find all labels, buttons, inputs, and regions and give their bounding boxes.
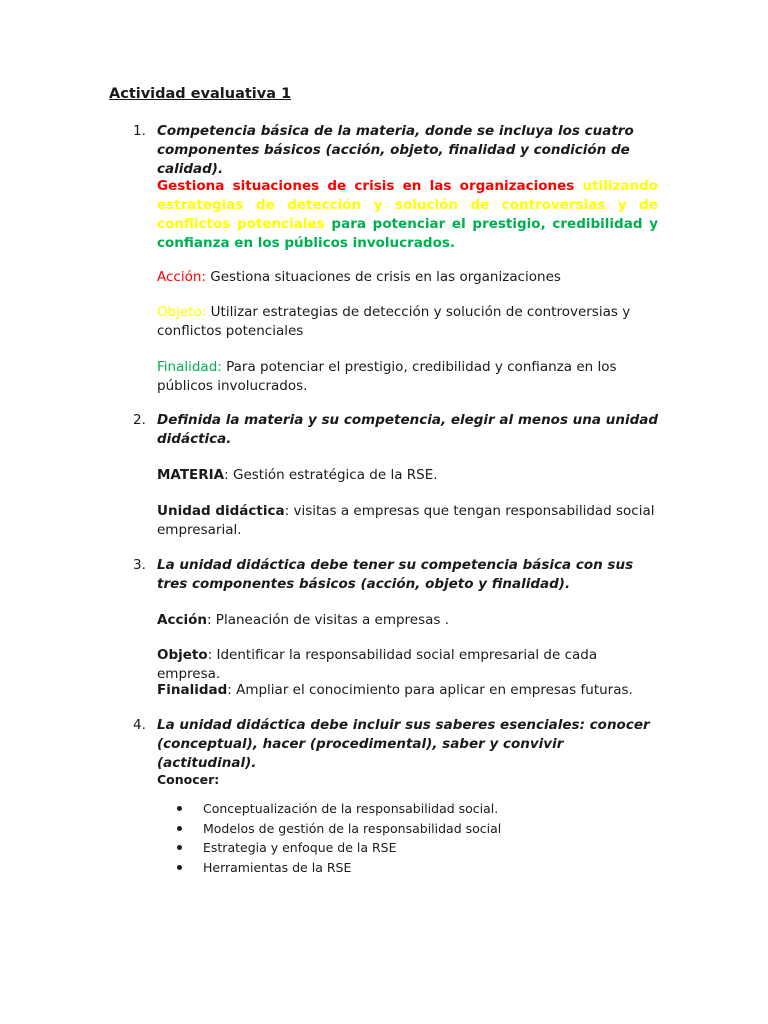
list-item: Herramientas de la RSE: [157, 858, 658, 878]
objeto-line: [157, 303, 658, 341]
accion-line: [157, 268, 658, 287]
competence-object-text: utilizando estrategias de detección y solución de controversias y de conflictos potenciales: [157, 178, 659, 232]
unidad-label: Unidad didáctica: [157, 503, 285, 519]
item-question: Competencia básica de la materia, donde se incluya los cuatro componentes básicos (acción, objeto, finalidad y condición de calidad).: [157, 123, 634, 177]
finalidad-text: Para potenciar el prestigio, credibilidad y confianza en los públicos involucrados.: [157, 359, 617, 394]
accion-text: Gestiona situaciones de crisis en las organizaciones: [205, 269, 561, 285]
unidad-text: : visitas a empresas que tengan responsabilidad social empresarial.: [157, 503, 655, 538]
accion-line: [157, 611, 658, 630]
item-number: 1.: [133, 123, 146, 139]
finalidad-text: : Ampliar el conocimiento para aplicar en empresas futuras.: [227, 682, 633, 698]
list-item: Modelos de gestión de la responsabilidad social: [157, 819, 658, 839]
item-question: La unidad didáctica debe incluir sus saberes esenciales: conocer (conceptual), hacer (procedimental), saber y convivir (actitudinal).: [157, 717, 650, 771]
list-item: Estrategia y enfoque de la RSE: [157, 838, 658, 858]
objeto-line: [157, 646, 658, 684]
item-question: La unidad didáctica debe tener su competencia básica con sus tres componentes básicos (acción, objeto y finalidad).: [157, 557, 634, 592]
materia-label: MATERIA: [157, 467, 225, 483]
conocer-label: Conocer:: [157, 772, 220, 787]
item-question: Definida la materia y su competencia, elegir al menos una unidad didáctica.: [157, 412, 659, 447]
item-number: 2.: [133, 412, 146, 428]
objeto-label: Objeto: [157, 647, 208, 663]
unidad-line: [157, 502, 658, 540]
item-number: 3.: [133, 557, 146, 573]
materia-line: [157, 466, 658, 485]
finalidad-line: [157, 681, 658, 700]
competence-statement: [157, 177, 658, 253]
objeto-text: Utilizar estrategias de detección y solución de controversias y conflictos potenciales: [157, 304, 631, 339]
competence-action-text: Gestiona situaciones de crisis en las organizaciones: [157, 178, 575, 194]
competence-purpose-text: para potenciar el prestigio, credibilidad y confianza en los públicos involucrados.: [157, 216, 658, 251]
item-number: 4.: [133, 717, 146, 733]
list-item: Conceptualización de la responsabilidad social.: [157, 799, 658, 819]
finalidad-label: Finalidad:: [157, 359, 222, 375]
accion-text: : Planeación de visitas a empresas .: [206, 612, 450, 628]
finalidad-label: Finalidad: [157, 682, 228, 698]
objeto-label: Objeto:: [157, 304, 207, 320]
accion-label: Acción: [157, 612, 207, 628]
materia-text: : Gestión estratégica de la RSE.: [224, 467, 438, 483]
accion-label: Acción:: [157, 269, 206, 285]
conocer-list: [157, 799, 658, 877]
document-title: Actividad evaluativa 1: [109, 86, 292, 102]
objeto-text: : Identificar la responsabilidad social empresarial de cada empresa.: [157, 647, 598, 682]
finalidad-line: [157, 358, 658, 396]
